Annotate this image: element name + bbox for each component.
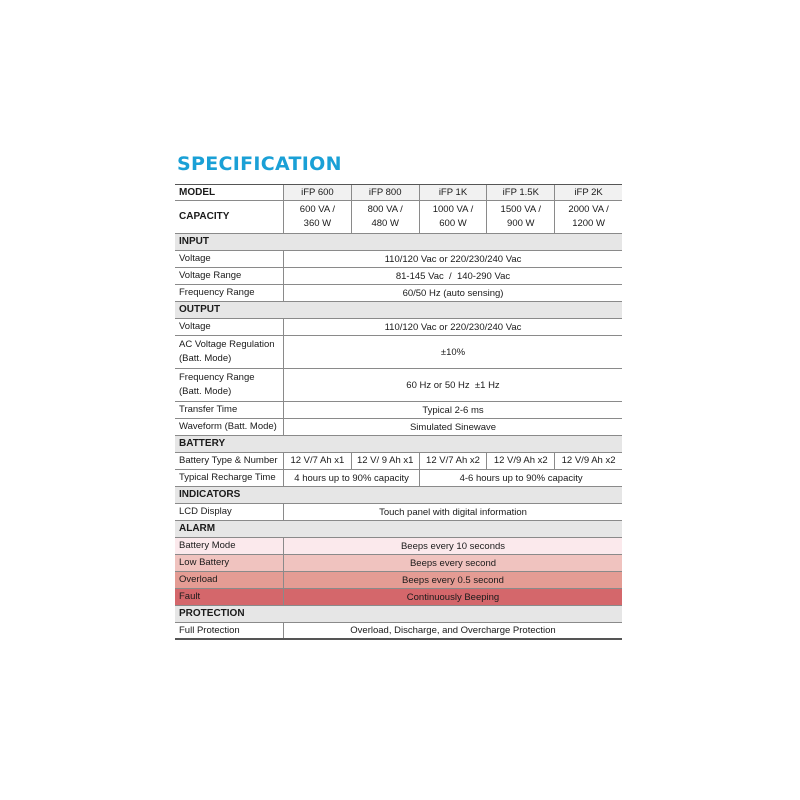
alarm-low-battery-row: Low Battery Beeps every second bbox=[175, 555, 622, 572]
output-transfer-row: Transfer Time Typical 2-6 ms bbox=[175, 402, 622, 419]
capacity-cell: 1500 VA / 900 W bbox=[486, 201, 554, 233]
page-title: SPECIFICATION bbox=[177, 153, 342, 175]
battery-type-cell: 12 V/9 Ah x2 bbox=[486, 453, 554, 469]
model-cell: iFP 600 bbox=[283, 185, 351, 200]
capacity-cell: 1000 VA / 600 W bbox=[419, 201, 487, 233]
recharge-cell-large: 4-6 hours up to 90% capacity bbox=[419, 470, 622, 486]
output-regulation-row: AC Voltage Regulation (Batt. Mode) ±10% bbox=[175, 336, 622, 369]
recharge-cell-small: 4 hours up to 90% capacity bbox=[283, 470, 419, 486]
model-row bbox=[175, 184, 622, 201]
model-cell: iFP 2K bbox=[554, 185, 622, 200]
battery-type-cell: 12 V/7 Ah x1 bbox=[283, 453, 351, 469]
alarm-battery-mode-row: Battery Mode Beeps every 10 seconds bbox=[175, 538, 622, 555]
capacity-row bbox=[175, 201, 622, 234]
spec-table bbox=[175, 184, 622, 640]
alarm-fault-row: Fault Continuously Beeping bbox=[175, 589, 622, 606]
capacity-cell: 2000 VA / 1200 W bbox=[554, 201, 622, 233]
input-voltage-range-row: Voltage Range 81-145 Vac / 140-290 Vac bbox=[175, 268, 622, 285]
lcd-display-row: LCD Display Touch panel with digital information bbox=[175, 504, 622, 521]
battery-type-cell: 12 V/ 9 Ah x1 bbox=[351, 453, 419, 469]
capacity-cell: 800 VA / 480 W bbox=[351, 201, 419, 233]
battery-type-cell: 12 V/7 Ah x2 bbox=[419, 453, 487, 469]
output-section-header: OUTPUT bbox=[175, 302, 622, 319]
battery-type-row: Battery Type & Number 12 V/7 Ah x1 12 V/ 9 Ah x1 12 V/7 Ah x2 12 V/9 Ah x2 12 V/9 Ah x2 bbox=[175, 453, 622, 470]
alarm-overload-row: Overload Beeps every 0.5 second bbox=[175, 572, 622, 589]
capacity-cell: 600 VA / 360 W bbox=[283, 201, 351, 233]
input-frequency-row: Frequency Range 60/50 Hz (auto sensing) bbox=[175, 285, 622, 302]
output-waveform-row: Waveform (Batt. Mode) Simulated Sinewave bbox=[175, 419, 622, 436]
battery-section-header: BATTERY bbox=[175, 436, 622, 453]
output-frequency-row: Frequency Range (Batt. Mode) 60 Hz or 50 Hz ±1 Hz bbox=[175, 369, 622, 402]
model-label: MODEL bbox=[179, 186, 216, 198]
model-cell: iFP 800 bbox=[351, 185, 419, 200]
output-voltage-row: Voltage 110/120 Vac or 220/230/240 Vac bbox=[175, 319, 622, 336]
battery-recharge-row: Typical Recharge Time 4 hours up to 90% capacity 4-6 hours up to 90% capacity bbox=[175, 470, 622, 487]
model-cell: iFP 1.5K bbox=[486, 185, 554, 200]
battery-type-cell: 12 V/9 Ah x2 bbox=[554, 453, 622, 469]
full-protection-row: Full Protection Overload, Discharge, and Overcharge Protection bbox=[175, 623, 622, 640]
alarm-section-header: ALARM bbox=[175, 521, 622, 538]
model-cell: iFP 1K bbox=[419, 185, 487, 200]
input-section-header: INPUT bbox=[175, 234, 622, 251]
protection-section-header: PROTECTION bbox=[175, 606, 622, 623]
capacity-label: CAPACITY bbox=[175, 201, 283, 233]
indicators-section-header: INDICATORS bbox=[175, 487, 622, 504]
input-voltage-row: Voltage 110/120 Vac or 220/230/240 Vac bbox=[175, 251, 622, 268]
